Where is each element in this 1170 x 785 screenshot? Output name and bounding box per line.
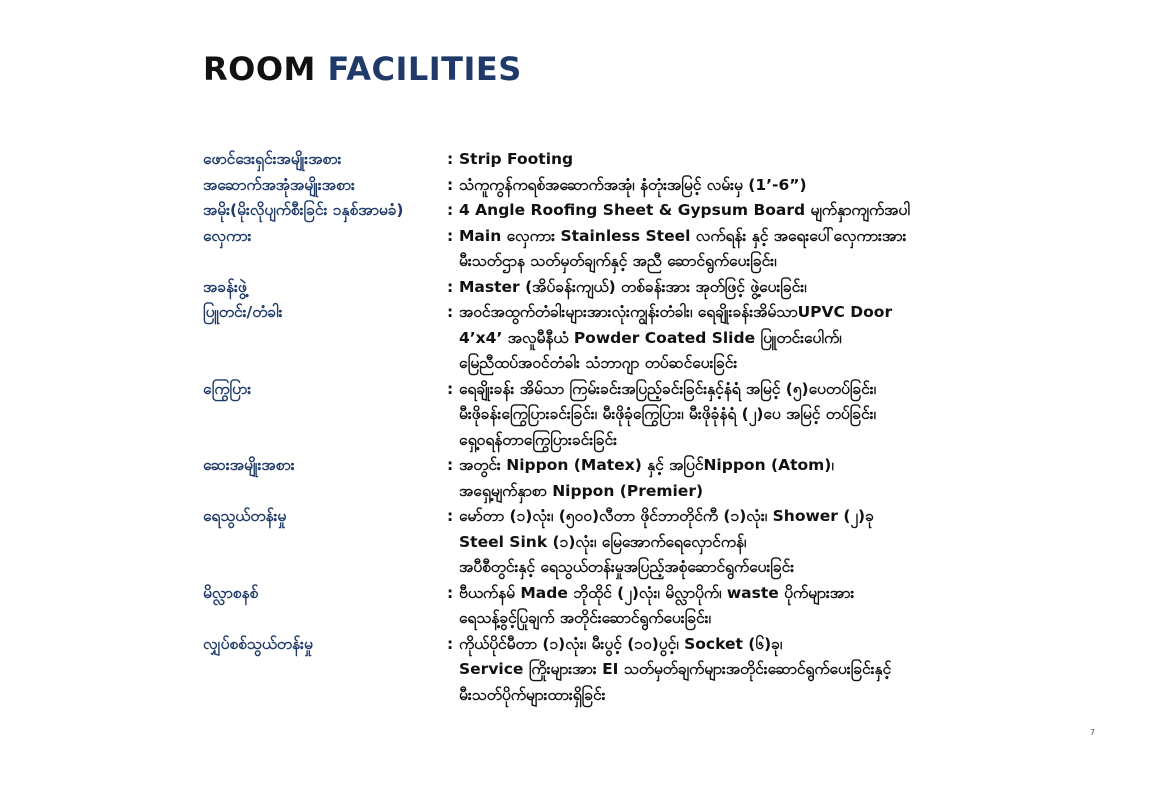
colon-separator: :	[447, 277, 454, 296]
facility-row	[203, 504, 1103, 581]
facility-value-text: မီးသတ်ဌာန သတ်မှတ်ချက်နှင့် အညီ ဆောင်ရွက်ပေးခြင်း၊	[459, 252, 777, 270]
facility-value-line	[447, 351, 1103, 377]
colon-separator	[447, 555, 459, 581]
facility-value-text: Strip Footing	[459, 150, 574, 168]
colon-separator	[447, 351, 459, 377]
facility-label: ဖောင်ဒေးရှင်းအမျိုးအစား	[203, 150, 342, 168]
facility-value	[447, 173, 1103, 199]
facility-row	[203, 173, 1103, 199]
facility-value-text: ရှေ့ဝရန်တာကြွေပြားခင်းခြင်း	[459, 430, 618, 449]
facility-value-line	[447, 402, 1103, 428]
colon-separator	[447, 657, 459, 683]
colon-separator: :	[447, 456, 454, 474]
facility-label: ပြူတင်း/တံခါး	[203, 303, 283, 321]
facility-label: ဆေးအမျိုးအစား	[203, 456, 295, 474]
colon-separator	[447, 326, 459, 352]
facility-value-line	[447, 504, 1103, 530]
facility-value-line	[447, 249, 1103, 275]
facility-value-text: အတွင်း Nippon (Matex) နှင့် အပြင်Nippon (Atom)၊	[459, 456, 834, 474]
facility-label: မိလ္လာစနစ်	[203, 583, 259, 602]
colon-separator	[447, 249, 459, 275]
colon-separator: :	[447, 150, 454, 168]
facility-row	[203, 581, 1103, 632]
facility-value-line	[447, 428, 1103, 454]
facility-value-text: 4 Angle Roofing Sheet & Gypsum Board မျက်နှာကျက်အပါ	[459, 201, 910, 219]
facility-value-text: အပီစီတွင်းနှင့် ရေသွယ်တန်းမှုအပြည့်အစုံဆောင်ရွက်ပေးခြင်း	[459, 558, 795, 576]
colon-separator: :	[447, 175, 454, 194]
facility-value	[447, 632, 1103, 709]
colon-separator: :	[447, 226, 454, 245]
facility-value-text: မီးသတ်ပိုက်များထားရှိခြင်း	[459, 685, 606, 704]
facility-value-line	[447, 224, 1103, 250]
colon-separator: :	[447, 201, 454, 219]
facility-row	[203, 147, 1103, 173]
facility-label: ရေသွယ်တန်းမှု	[203, 507, 287, 525]
facility-value-text: သံကူကွန်ကရစ်အဆောက်အအုံ၊ နံတုံးအမြင့် လမ်းမှ (1’-6”)	[459, 175, 807, 194]
facility-value-text: ဗီယက်နမ် Made ဘိုထိုင် (၂)လုံး၊ မိလ္လာပိုက်၊ waste ပိုက်များအား	[459, 583, 855, 602]
facility-value-text: ရေသန့်ခွင့်ပြုချက် အတိုင်းဆောင်ရွက်ပေးခြင်း၊	[459, 609, 712, 627]
facility-value	[447, 147, 1103, 173]
facility-value-text: ရေချိုးခန်း အိမ်သာ ကြမ်းခင်းအပြည့်ခင်းခြင်းနှင့်နံရံ အမြင့် (၅)ပေတပ်ခြင်း၊	[459, 379, 877, 398]
colon-separator	[447, 683, 459, 709]
facility-value-text: ကိုယ်ပိုင်မီတာ (၁)လုံး၊ မီးပွင့် (၁၀)ပွင့်၊ Socket (၆)ခု၊	[459, 634, 783, 653]
facility-value-text: Service ကြိုးများအား EI သတ်မှတ်ချက်များအတိုင်းဆောင်ရွက်ပေးခြင်းနှင့်	[459, 660, 892, 678]
facility-label: ကြွေပြား	[203, 379, 252, 398]
facility-value	[447, 198, 1103, 224]
colon-separator: :	[447, 507, 454, 525]
facility-value	[447, 300, 1103, 377]
colon-separator	[447, 530, 459, 556]
colon-separator: :	[447, 303, 454, 321]
facility-value-line	[447, 632, 1103, 658]
facility-value	[447, 504, 1103, 581]
facility-value-text: အရှေ့မျက်နှာစာ Nippon (Premier)	[459, 481, 704, 500]
facility-value-line	[447, 377, 1103, 403]
facility-value-line	[447, 479, 1103, 505]
colon-separator: :	[447, 379, 454, 398]
facility-value-text: Master (အိပ်ခန်းကျယ်) တစ်ခန်းအား အုတ်ဖြင့် ဖွဲ့ပေးခြင်း၊	[459, 277, 807, 296]
title-word-facilities: FACILITIES	[327, 50, 522, 88]
title-word-room: ROOM	[203, 50, 316, 88]
colon-separator: :	[447, 583, 454, 602]
facility-value-text: မော်တာ (၁)လုံး၊ (၅၀၀)လီတာ ဖိုင်ဘာတိုင်ကီ (၁)လုံး၊ Shower (၂)ခု	[459, 507, 874, 525]
facility-value-text: မီးဖိုခန်းကြွေပြားခင်းခြင်း၊ မီးဖိုခုံကြွေပြား၊ မီးဖိုခုံနံရံ (၂)ပေ အမြင့် တပ်ခြင်း၊	[459, 405, 877, 423]
facility-value-line	[447, 683, 1103, 709]
facility-value-line	[447, 606, 1103, 632]
facility-value-text: Main လှေကား Stainless Steel လက်ရန်း နှင့် အရေးပေါ်လှေကားအား	[459, 226, 907, 245]
facility-value-line	[447, 198, 1103, 224]
facility-value	[447, 275, 1103, 301]
facility-label: လှေကား	[203, 226, 252, 245]
facility-value-text: Steel Sink (၁)လုံး၊ မြေအောက်ရေလှောင်ကန်၊	[459, 532, 747, 551]
facility-label: အဆောက်အအုံအမျိုးအစား	[203, 175, 355, 194]
page-number: 7	[1090, 728, 1096, 737]
facility-value-line	[447, 275, 1103, 301]
facility-row	[203, 632, 1103, 709]
facility-value-line	[447, 326, 1103, 352]
facility-value	[447, 224, 1103, 275]
facility-label: အမိုး(မိုးလိုပျက်စီးခြင်း ၁နှစ်အာမခံ)	[203, 201, 404, 219]
colon-separator: :	[447, 634, 454, 653]
facility-label: အခန်းဖွဲ့	[203, 277, 247, 296]
facility-value-text: မြေညီထပ်အဝင်တံခါး သံဘာဂျာ တပ်ဆင်ပေးခြင်း	[459, 354, 738, 372]
facility-row	[203, 198, 1103, 224]
facility-value-line	[447, 581, 1103, 607]
facility-row	[203, 377, 1103, 454]
colon-separator	[447, 402, 459, 428]
facility-value-line	[447, 147, 1103, 173]
facility-value	[447, 453, 1103, 504]
facility-value-text: အဝင်အထွက်တံခါးများအားလုံးကျွန်းတံခါး၊ ရေချိုးခန်းအိမ်သာUPVC Door	[459, 303, 893, 321]
facility-value-line	[447, 530, 1103, 556]
facility-value-line	[447, 173, 1103, 199]
colon-separator	[447, 479, 459, 505]
facility-row	[203, 224, 1103, 275]
facility-value-text: 4’x4’ အလူမီနီယံ Powder Coated Slide ပြူတင်းပေါက်၊	[459, 328, 842, 347]
facilities-list	[203, 147, 1103, 708]
page-title	[203, 50, 522, 88]
facility-value	[447, 581, 1103, 632]
facility-value-line	[447, 657, 1103, 683]
colon-separator	[447, 428, 459, 454]
facility-row	[203, 275, 1103, 301]
colon-separator	[447, 606, 459, 632]
facility-value-line	[447, 453, 1103, 479]
facility-row	[203, 300, 1103, 377]
facility-label: လျှပ်စစ်သွယ်တန်းမှု	[203, 634, 313, 653]
facility-row	[203, 453, 1103, 504]
facility-value	[447, 377, 1103, 454]
facility-value-line	[447, 300, 1103, 326]
facility-value-line	[447, 555, 1103, 581]
